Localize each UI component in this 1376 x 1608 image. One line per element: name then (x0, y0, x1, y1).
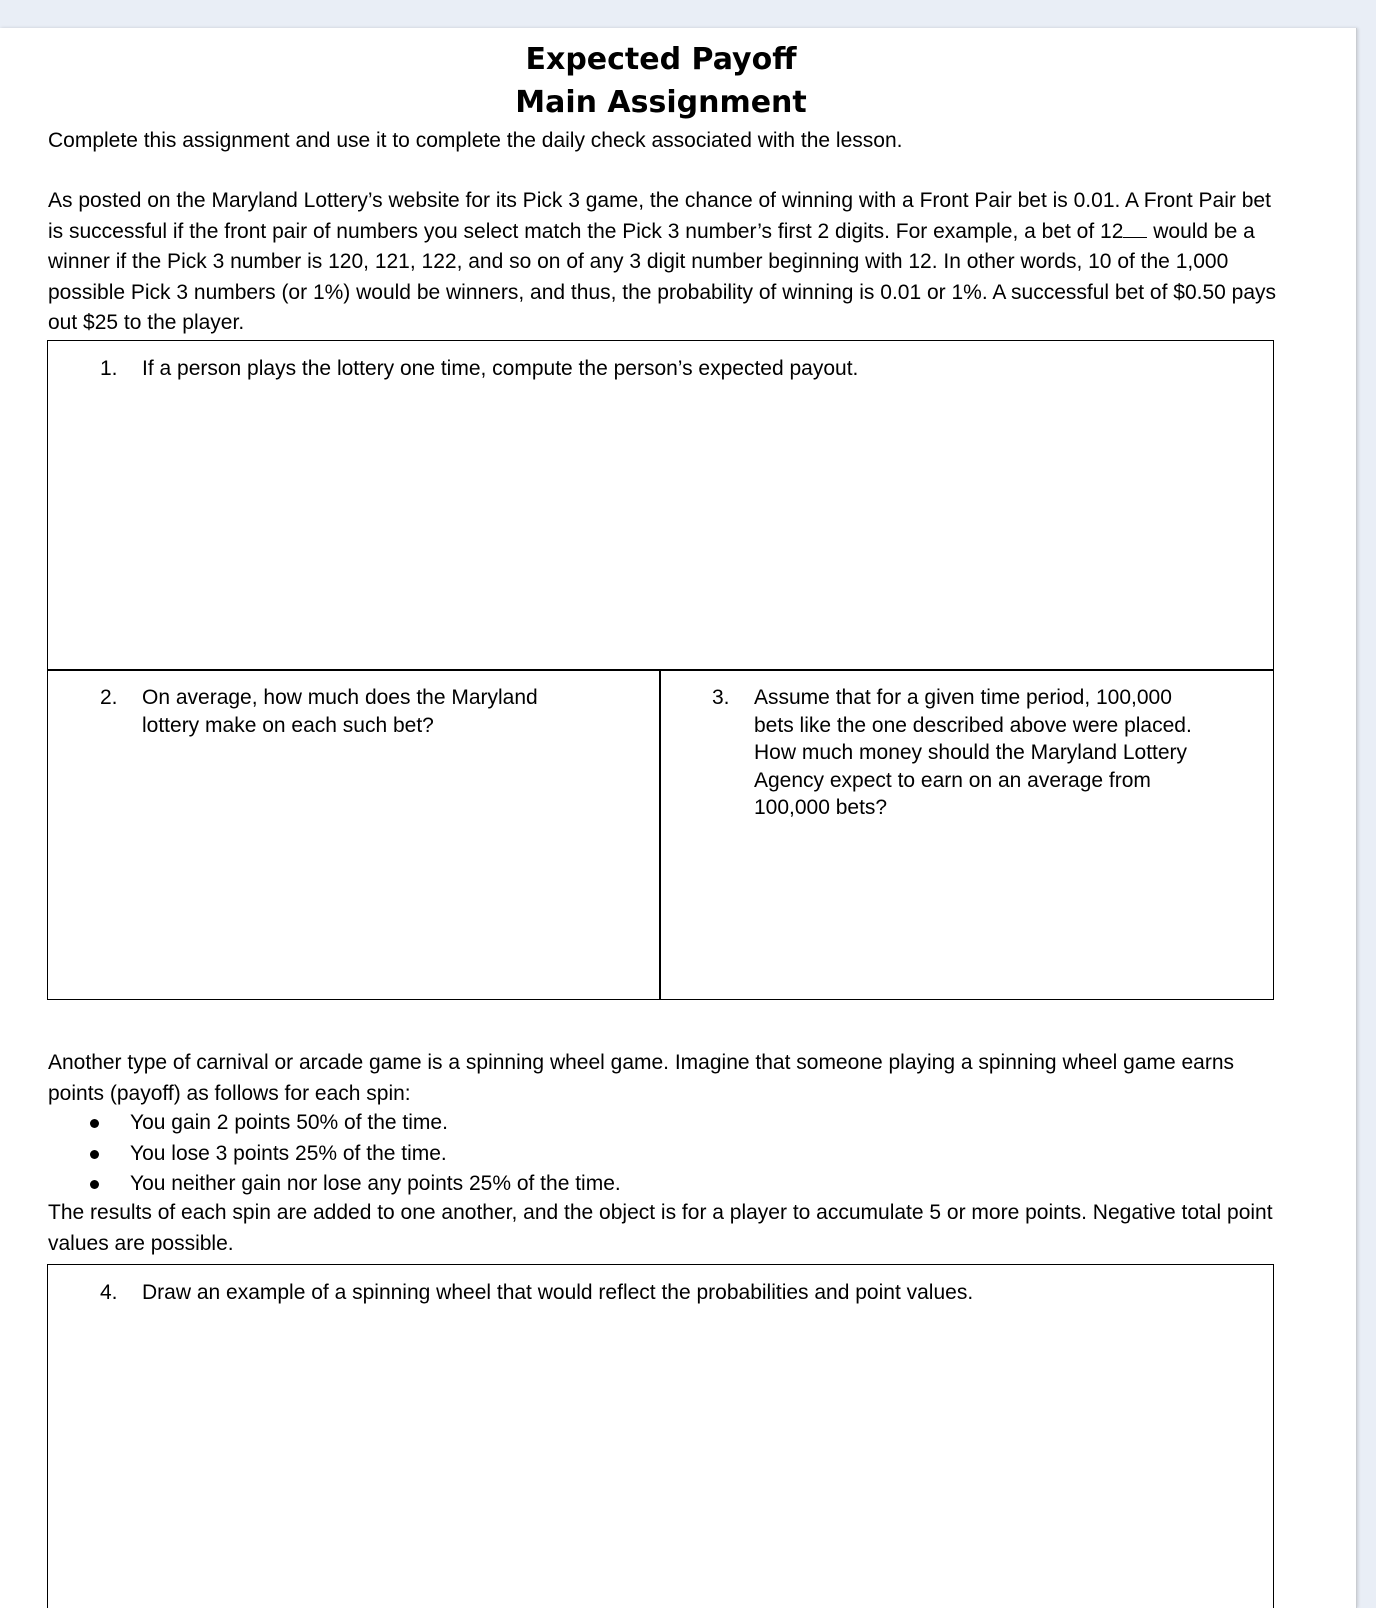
question-number: 3. (712, 686, 730, 709)
question-text: Draw an example of a spinning wheel that would reflect the probabilities and point values. (142, 1281, 974, 1304)
list-item (88, 1139, 621, 1170)
payoff-list (88, 1108, 621, 1200)
question-text: Assume that for a given time period, 100,000 bets like the one described above were placed. How much money should the Maryland Lottery Agency expect to earn on an average from 100,000 bets? (754, 686, 1192, 819)
list-item-text: You lose 3 points 25% of the time. (130, 1141, 447, 1165)
question-text: On average, how much does the Maryland lottery make on each such bet? (142, 686, 538, 737)
bullet-icon (90, 1180, 99, 1189)
document-title: Expected Payoff (525, 42, 797, 77)
intro-paragraph: Complete this assignment and use it to complete the daily check associated with the lesson. (48, 129, 903, 152)
question-2 (100, 684, 600, 739)
answer-box-4[interactable] (47, 1264, 1274, 1608)
question-number: 4. (100, 1281, 118, 1304)
document-subtitle: Main Assignment (515, 85, 807, 120)
list-item-text: You neither gain nor lose any points 25% of the time. (130, 1172, 621, 1195)
lottery-text-part1: As posted on the Maryland Lottery’s website for its Pick 3 game, the chance of winning with a Front Pair bet is 0.01. A Front Pair bet is successful if the front pair of numbers you select match the Pick 3 number’s first 2 digits. For example, a bet of 12 (48, 189, 1271, 243)
list-item (88, 1169, 621, 1200)
question-3 (712, 684, 1212, 822)
answer-box-2[interactable] (47, 669, 661, 1000)
list-item-text: You gain 2 points 50% of the time. (130, 1111, 448, 1134)
answer-box-3[interactable] (659, 669, 1274, 1000)
question-text: If a person plays the lottery one time, compute the person’s expected payout. (142, 357, 859, 380)
question-number: 2. (100, 686, 118, 709)
question-4 (100, 1279, 1230, 1307)
list-item (88, 1108, 621, 1139)
blank-underscore (1123, 221, 1147, 238)
question-number: 1. (100, 357, 118, 380)
bullet-icon (90, 1119, 99, 1128)
lottery-text-part2: would be a winner if the Pick 3 number is 120, 121, 122, and so on of any 3 digit number beginning with 12. In other words, 10 of the 1,000 possible Pick 3 numbers (or 1%) would be winners, and thus, the probability of winning is 0.01 or 1%. A successful bet of $0.50 pays out $25 to the player. (48, 219, 1277, 334)
document-page (0, 28, 1357, 1608)
lottery-paragraph (48, 186, 1278, 339)
answer-box-1[interactable] (47, 340, 1274, 671)
bullet-icon (90, 1150, 99, 1159)
carnival-paragraph: Another type of carnival or arcade game is a spinning wheel game. Imagine that someone playing a spinning wheel game earns points (payoff) as follows for each spin: (48, 1051, 1235, 1105)
question-1 (100, 355, 1230, 383)
spin-rules-paragraph: The results of each spin are added to one another, and the object is for a player to accumulate 5 or more points. Negative total point values are possible. (48, 1201, 1273, 1255)
